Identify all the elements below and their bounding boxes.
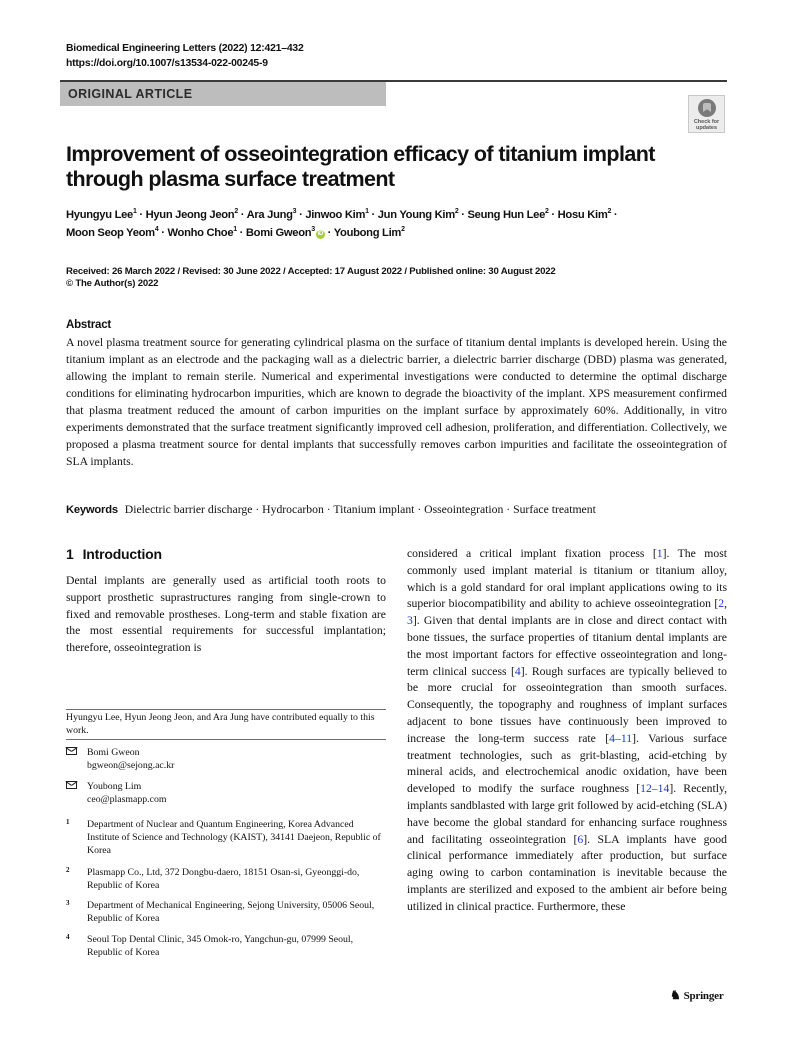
affiliation-marker: 1 [365,208,369,215]
correspondent-email[interactable]: ceo@plasmapp.com [87,794,167,805]
author-name[interactable]: Wonho Choe [167,227,234,239]
affiliation-marker: 3 [292,208,297,215]
author-name[interactable]: Moon Seop Yeom [66,227,155,239]
correspondent-email[interactable]: bgweon@sejong.ac.kr [87,760,175,771]
affiliation-text: Plasmapp Co., Ltd, 372 Dongbu-daero, 18151 Osan-si, Gyeonggi-do, Republic of Korea [87,867,360,891]
citation-link[interactable]: 12–14 [640,782,670,796]
doi-link[interactable]: https://doi.org/10.1007/s13534-022-00245-9 [66,58,268,69]
author-name[interactable]: Bomi Gweon [245,227,312,239]
affiliation-marker: 1 [132,208,137,215]
affiliation-2 [66,866,386,892]
publisher-logo [670,988,724,1003]
section-title: Introduction [82,546,162,562]
section-number: 1 [66,546,74,562]
citation-link[interactable]: 2 [718,597,725,611]
affiliation-marker: 3 [311,226,315,233]
correspondent-name: Bomi Gweon [87,747,140,758]
citation-link[interactable]: 4 [514,664,521,678]
affiliation-number: 2 [66,866,70,874]
dates-line: Received: 26 March 2022 / Revised: 30 June 2022 / Accepted: 17 August 2022 / Published online: 30 August 2022 [66,266,556,277]
footnote-divider [66,709,386,710]
author-name[interactable]: Youbong Lim [333,227,402,239]
envelope-icon [66,747,77,755]
contribution-note: Hyungyu Lee, Hyun Jeong Jeon, and Ara Jung have contributed equally to this work. [66,712,375,736]
affiliation-number: 3 [66,899,70,907]
keywords-label: Keywords [66,504,118,516]
affiliation-text: Seoul Top Dental Clinic, 345 Omok-ro, Yangchun-gu, 07999 Seoul, Republic of Korea [87,934,354,958]
affiliation-marker: 2 [454,208,459,215]
affiliation-number: 1 [66,818,70,826]
author-name[interactable]: Hosu Kim [557,209,608,221]
keywords [66,502,727,518]
abstract-body: A novel plasma treatment source for generating cylindrical plasma on the surface of titanium dental implants is developed herein. Using the titanium implant as an electrode and the packaging wall as a dielectric barrier, a dielectric barrier discharge (DBD) plasma was generated, allowing the implant to remain sterile. Numerical and experimental investigations were conducted to determine the optimal discharge conditions for eliminating hydrocarbon impurities, which are known to degrade the bioactivity of the implant. XPS measurement confirmed that plasma treatment reduced the amount of carbon impurities on the implant surface by approximately 60%. Additionally, in vitro experiments demonstrated that the surface treatment significantly improved cell adhesion, proliferation, and differentiation. Collectively, we proposed a plasma treatment source for dental implants that successfully removes carbon impurities and facilitate the osseointegration of SLA implants. [66,336,727,468]
journal-citation: Biomedical Engineering Letters (2022) 12:421–432 [66,43,304,54]
correspondent-name: Youbong Lim [87,781,142,792]
affiliation-marker: 4 [154,226,159,233]
publication-dates [66,266,556,290]
article-type-label: ORIGINAL ARTICLE [68,87,193,101]
author-name[interactable]: Seung Hun Lee [467,209,546,221]
footnote-divider [66,739,386,740]
check-for-updates-button[interactable] [688,95,725,133]
keywords-list: Dielectric barrier discharge · Hydrocarbon · Titanium implant · Osseointegration · Surface treatment [124,503,596,516]
publisher-name: Springer [683,990,724,1002]
crossmark-label: Check for updates [693,119,720,131]
envelope-icon [66,781,77,789]
correspondence-bomi-gweon [66,746,386,772]
correspondence-youbong-lim [66,780,386,806]
affiliation-1 [66,818,386,857]
citation-link[interactable]: 6 [577,832,584,846]
affiliation-marker: 2 [545,208,549,215]
author-name[interactable]: Jinwoo Kim [305,209,366,221]
affiliation-4 [66,933,386,959]
author-name[interactable]: Jun Young Kim [377,209,455,221]
crossmark-icon [698,99,716,117]
springer-horse-icon: ♞ [670,988,681,1002]
article-title: Improvement of osseointegration efficacy of titanium implant through plasma surface treatment [66,142,655,191]
affiliation-marker: 2 [401,226,405,233]
affiliation-marker: 1 [233,226,237,233]
affiliation-marker: 2 [234,208,238,215]
article-type-bar [60,82,386,106]
affiliation-number: 4 [66,933,70,941]
journal-header [66,41,304,71]
orcid-icon[interactable]: iD [317,231,324,237]
affiliation-3 [66,899,386,925]
citation-link[interactable]: 1 [656,547,663,560]
section-heading-introduction [66,546,162,562]
copyright-line: © The Author(s) 2022 [66,278,159,289]
author-name[interactable]: Ara Jung [246,209,293,221]
author-list: Hyungyu Lee$^1$ · Hyun Jeong Jeon$^2$ · Ara Jung$^3$ · Jinwoo Kim$^1$ · Jun Young Kim$^2$ · Seung Hun Lee$^2$ · Hosu Kim$^2$ · Moon Seop Yeom$^4$ · Wonho Choe$^1$ · Bomi Gweon$^3$iD · Youbong Lim$^2$ [66,208,618,239]
citation-link[interactable]: 3 [407,614,413,628]
citation-link[interactable]: 4–11 [609,731,633,745]
affiliation-text: Department of Nuclear and Quantum Engineering, Korea Advanced Institute of Science and Technology (KAIST), 34141 Daejeon, Republic of Korea [87,819,381,856]
affiliation-text: Department of Mechanical Engineering, Sejong University, 05006 Seoul, Republic of Korea [87,900,375,924]
abstract-heading: Abstract [66,319,112,331]
intro-paragraph-left: Dental implants are generally used as artificial tooth roots to support prosthetic suprastructures ranging from single-crown to fixed and removable prostheses. Long-term and stable fixation are the most essential requirements for successful implantation; therefore, osseointegration is [66,574,386,655]
author-name[interactable]: Hyun Jeong Jeon [145,209,235,221]
intro-paragraph-right: considered a critical implant fixation process [1]. The most commonly used implant material is titanium or titanium alloy, which is a gold standard for oral implant applications owing to its superior biocompatibility and ability to achieve osseointegration [2, 3]. Given that dental implants are in close and direct contact with bone tissues, the surface properties of titanium dental implants are the most important factors for effective osseointegration and long-term clinical success [4]. Rough surfaces are typically believed to be more crucial for osseointegration than smooth surfaces. Consequently, the topography and roughness of implant surfaces adjacent to bone tissues have continuously been improved to increase the long-term success rate [4–11]. Various surface treatment technologies, such as grit-blasting, acid-etching by mineral acids, and electrochemical anodic oxidation, have been developed to modify the surface roughness [12–14]. Recently, implants sandblasted with large grit followed by acid-etching (SLA) have become the global standard for enhancing surface roughness and facilitating osseointegration [6]. SLA implants have good clinical performance immediately after production, but surface aging owing to carbon contamination is inevitable because the implants are sterilized and exposed to the ambient air before being utilized in clinical practice. Furthermore, these [407,547,727,913]
author-name[interactable]: Hyungyu Lee [66,209,133,221]
affiliation-marker: 2 [607,208,612,215]
